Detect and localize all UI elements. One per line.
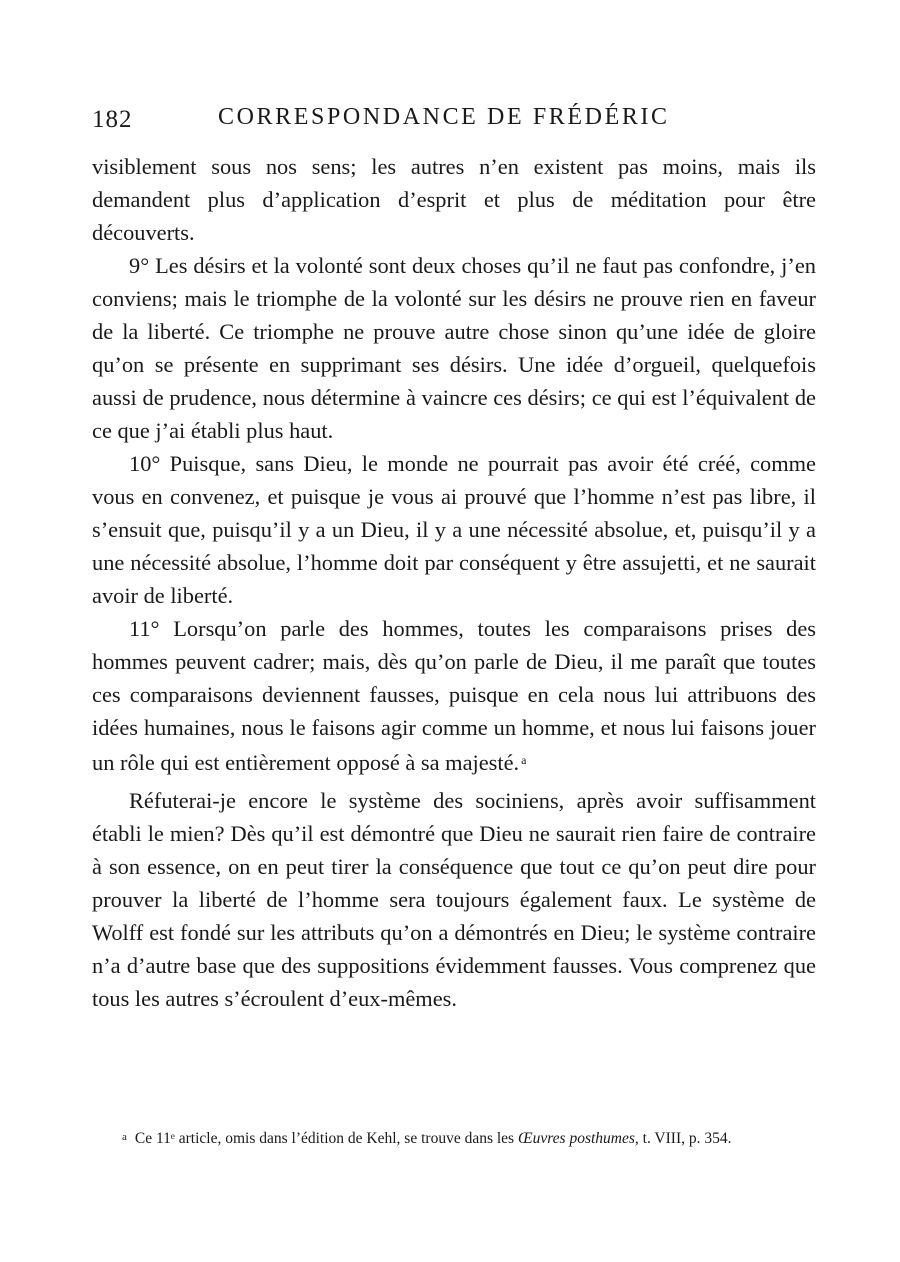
footnote-marker: a — [122, 1131, 127, 1143]
body-text — [92, 150, 816, 1015]
running-head: CORRESPONDANCE DE FRÉDÉRIC — [218, 104, 670, 130]
footnote-work-title: Œuvres posthumes, — [517, 1130, 639, 1147]
footnote-text-after: t. VIII, p. 354. — [638, 1130, 732, 1147]
page-number: 182 — [92, 106, 133, 133]
footnote — [92, 1124, 816, 1152]
page-header — [92, 104, 812, 138]
paragraph-article-10: 10° Puisque, sans Dieu, le monde ne pourrait pas avoir été créé, comme vous en convenez, et puisque je vous ai prouvé que l’homme n’est pas libre, il s’ensuit que, puisqu’il y a un Dieu, il y a une nécessité absolue, et, puisqu’il y a une nécessité absolue, l’homme doit par conséquent y être assujetti, et ne saurait avoir de liberté. — [92, 451, 816, 608]
paragraph-article-11 — [92, 612, 816, 779]
paragraph-article-9: 9° Les désirs et la volonté sont deux choses qu’il ne faut pas confondre, j’en conviens; mais le triomphe de la volonté sur les désirs ne prouve rien en faveur de la liberté. Ce triomphe ne prouve autre chose sinon qu’une idée de gloire qu’on se présente en supprimant ses désirs. Une idée d’orgueil, quelquefois aussi de prudence, nous détermine à vaincre ces désirs; ce qui est l’équivalent de ce que j’ai établi plus haut. — [92, 253, 816, 443]
paragraph-article-11-text: 11° Lorsqu’on parle des hommes, toutes les comparaisons prises des hommes peuvent cadrer; mais, dès qu’on parle de Dieu, il me paraît que toutes ces comparaisons deviennent fausses, puisque en cela nous lui attribuons des idées humaines, nous le faisons agir comme un homme, et nous lui faisons jouer un rôle qui est entièrement opposé à sa majesté. — [92, 616, 816, 775]
paragraph-continuation: visiblement sous nos sens; les autres n’en existent pas moins, mais ils demandent plus d’application d’esprit et plus de méditation pour être découverts. — [92, 154, 816, 245]
paragraph-conclusion: Réfuterai-je encore le système des sociniens, après avoir suffisamment établi le mien? Dès qu’il est démontré que Dieu ne saurait rien faire de contraire à son essence, on en peut tirer la conséquence que tout ce qu’on peut dire pour prouver la liberté de l’homme sera toujours également faux. Le système de Wolff est fondé sur les attributs qu’on a démontrés en Dieu; le système contraire n’a d’autre base que des suppositions évidemment fausses. Vous comprenez que tous les autres s’écroulent d’eux-mêmes. — [92, 788, 816, 1011]
footnote-reference-marker: a — [521, 753, 527, 767]
footnote-text-before: Ce 11ᵉ article, omis dans l’édition de Kehl, se trouve dans les — [134, 1130, 518, 1147]
